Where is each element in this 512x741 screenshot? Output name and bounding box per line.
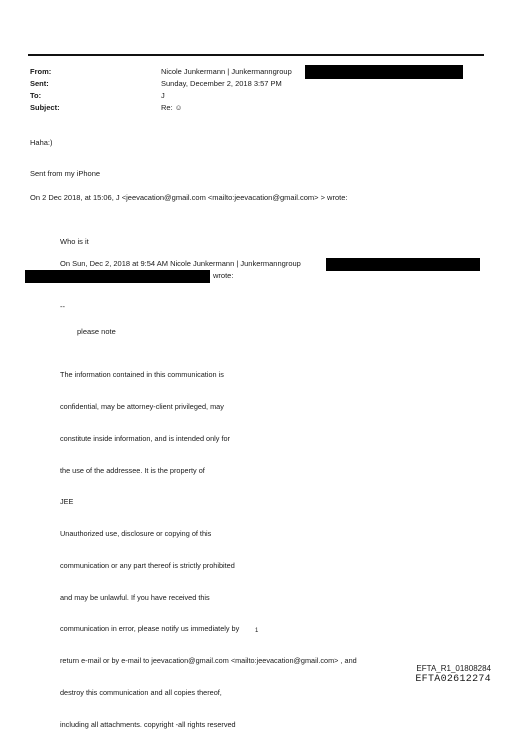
disclaimer-line: including all attachments. copyright -all rights reserved <box>60 719 236 729</box>
document-id-secondary: EFTA02612274 <box>415 674 491 685</box>
disclaimer-line: constitute inside information, and is intended only for <box>60 433 230 443</box>
disclaimer-line: Unauthorized use, disclosure or copying of this <box>60 529 212 539</box>
quoted-message: Who is it <box>60 237 89 246</box>
header-rule <box>28 54 484 56</box>
subject-label: Subject: <box>30 103 60 112</box>
to-value: J <box>161 91 165 100</box>
from-label: From: <box>30 67 52 76</box>
signature-text: Sent from my iPhone <box>30 169 101 178</box>
disclaimer-paragraph <box>60 349 357 741</box>
disclaimer-line: communication in error, please notify us immediately by <box>60 624 240 634</box>
disclaimer-line: and may be unlawful. If you have received this <box>60 592 210 602</box>
disclaimer-line: destroy this communication and all copies thereof, <box>60 688 222 697</box>
redaction-box <box>326 258 480 271</box>
nested-intro: On Sun, Dec 2, 2018 at 9:54 AM Nicole Junkermann | Junkermanngroup <box>60 259 301 268</box>
to-label: To: <box>30 91 42 100</box>
from-value: Nicole Junkermann | Junkermanngroup <box>161 67 292 76</box>
disclaimer-line: return e-mail or by e-mail to jeevacation@gmail.com <mailto:jeevacation@gmail.com> , and <box>60 656 357 666</box>
quote-intro: On 2 Dec 2018, at 15:06, J <jeevacation@gmail.com <mailto:jeevacation@gmail.com> > wrote: <box>30 193 348 202</box>
disclaimer-line: The information contained in this communication is <box>60 370 224 380</box>
separator: -- <box>60 302 65 311</box>
disclaimer-line: confidential, may be attorney-client privileged, may <box>60 401 224 411</box>
nested-intro-end: wrote: <box>213 271 234 280</box>
document-id-primary: EFTA_R1_01808284 <box>416 664 491 673</box>
subject-value: Re: ☺ <box>161 103 183 112</box>
disclaimer-line: communication or any part thereof is strictly prohibited <box>60 560 235 570</box>
redaction-box <box>305 65 463 79</box>
page-number: 1 <box>255 628 259 634</box>
sent-label: Sent: <box>30 79 49 88</box>
disclaimer-line: JEE <box>60 497 74 507</box>
disclaimer-line: the use of the addressee. It is the property of <box>60 465 205 475</box>
please-note: please note <box>77 327 116 336</box>
reply-text: Haha:) <box>30 138 53 147</box>
redaction-box <box>25 270 210 283</box>
sent-value: Sunday, December 2, 2018 3:57 PM <box>161 79 282 88</box>
